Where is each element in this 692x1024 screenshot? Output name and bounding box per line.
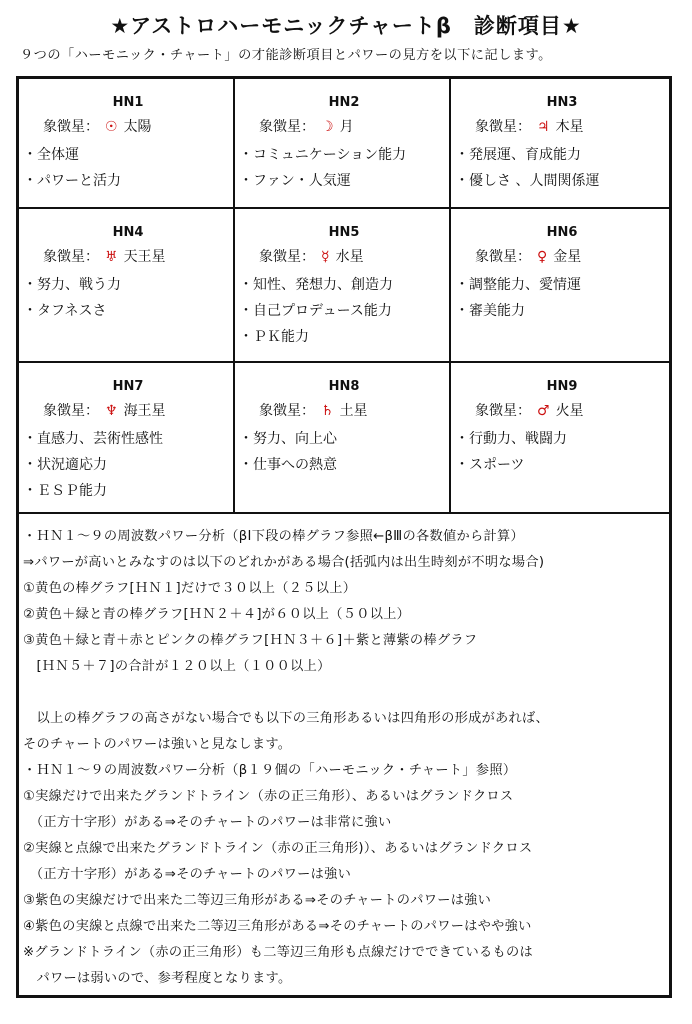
- planet-name: 金星: [553, 249, 582, 265]
- hn-number: HN6: [546, 225, 578, 240]
- ability-item: ・状況適応力: [23, 457, 107, 473]
- hn-number: HN4: [112, 225, 144, 240]
- ability-item: ・行動力、戦闘力: [455, 431, 567, 447]
- note-line: ※グランドトライン（赤の正三角形）も二等辺三角形も点線だけでできているものは: [23, 945, 533, 960]
- ability-item: ・発展運、育成能力: [455, 147, 581, 163]
- neptune-icon: ♆: [105, 403, 118, 419]
- note-line: ①黄色の棒グラフ[ＨＮ１]だけで３０以上（２５以上）: [23, 581, 357, 596]
- page-subtitle: ９つの「ハーモニック・チャート」の才能診断項目とパワーの見方を以下に記します。: [20, 48, 552, 63]
- planet-name: 太陽: [123, 119, 152, 135]
- hn-number: HN2: [328, 95, 360, 110]
- ability-item: ・優しさ 、人間関係運: [455, 173, 600, 189]
- hn-number: HN9: [546, 379, 578, 394]
- page-title: ★アストロハーモニックチャートβ 診断項目★: [110, 14, 582, 38]
- hn-number: HN5: [328, 225, 360, 240]
- planet-name: 天王星: [123, 249, 166, 265]
- planet-name: 木星: [555, 119, 584, 135]
- harmonic-grid: [19, 79, 669, 514]
- symbol-label: 象徴星：: [475, 403, 531, 419]
- symbol-star-line: [239, 246, 449, 266]
- note-line: ⇒パワーが高いとみなすのは以下のどれかがある場合(括弧内は出生時刻が不明な場合): [23, 555, 545, 570]
- ability-item: ・直感力、芸術性感性: [23, 431, 163, 447]
- jupiter-icon: ♃: [537, 119, 550, 135]
- note-line: ①実線だけで出来たグランドトライン（赤の正三角形）、あるいはグランドクロス: [23, 789, 514, 804]
- ability-item: ・調整能力、愛情運: [455, 277, 581, 293]
- spacer: [23, 680, 665, 706]
- symbol-label: 象徴星：: [43, 249, 99, 265]
- symbol-label: 象徴星：: [43, 119, 99, 135]
- hn-cell: [451, 363, 669, 514]
- symbol-star-line: [23, 116, 233, 136]
- sun-icon: ☉: [105, 119, 118, 135]
- ability-item: ・努力、向上心: [239, 431, 337, 447]
- power-analysis-notes: [19, 514, 669, 992]
- ability-item: ・タフネスさ: [23, 303, 107, 319]
- note-line: そのチャートのパワーは強いと見なします。: [23, 737, 292, 752]
- hn-cell: [19, 363, 235, 514]
- ability-item: ・全体運: [23, 147, 79, 163]
- symbol-star-line: [455, 246, 669, 266]
- note-line: （正方十字形）がある⇒そのチャートのパワーは強い: [23, 867, 352, 882]
- symbol-star-line: [23, 246, 233, 266]
- ability-item: ・ＥＳＰ能力: [23, 483, 107, 499]
- hn-cell: [451, 79, 669, 209]
- note-line: （正方十字形）がある⇒そのチャートのパワーは非常に強い: [23, 815, 392, 830]
- content-frame: [16, 76, 672, 998]
- planet-name: 火星: [555, 403, 584, 419]
- note-line: ②実線と点線で出来たグランドトライン（赤の正三角形)）、あるいはグランドクロス: [23, 841, 533, 856]
- hn-number: HN8: [328, 379, 360, 394]
- hn-cell: [235, 209, 451, 363]
- note-line: パワーは弱いので、参考程度となります。: [23, 971, 292, 986]
- symbol-label: 象徴星：: [475, 119, 531, 135]
- mercury-icon: ☿: [321, 249, 330, 265]
- note-line: ・ＨＮ１～９の周波数パワー分析（βⅠ下段の棒グラフ参照←βⅢの各数値から計算）: [23, 529, 524, 544]
- ability-item: ・ＰＫ能力: [239, 329, 309, 345]
- hn-cell: [235, 79, 451, 209]
- hn-number: HN1: [112, 95, 144, 110]
- note-line: ④紫色の実線と点線で出来た二等辺三角形がある⇒そのチャートのパワーはやや強い: [23, 919, 532, 934]
- saturn-icon: ♄: [321, 403, 334, 419]
- hn-cell: [19, 79, 235, 209]
- symbol-label: 象徴星：: [43, 403, 99, 419]
- moon-icon: ☽: [321, 119, 334, 135]
- note-line: ②黄色＋緑と青の棒グラフ[ＨＮ２＋４]が６０以上（５０以上）: [23, 607, 411, 622]
- symbol-label: 象徴星：: [259, 119, 315, 135]
- ability-item: ・努力、戦う力: [23, 277, 121, 293]
- hn-cell: [235, 363, 451, 514]
- hn-cell: [19, 209, 235, 363]
- note-line: [ＨＮ５＋７]の合計が１２０以上（１００以上）: [23, 659, 331, 674]
- ability-item: ・審美能力: [455, 303, 525, 319]
- ability-item: ・コミュニケーション能力: [239, 147, 407, 163]
- symbol-label: 象徴星：: [475, 249, 531, 265]
- planet-name: 水星: [335, 249, 364, 265]
- venus-icon: ♀: [537, 249, 548, 265]
- mars-icon: ♂: [537, 403, 550, 419]
- hn-number: HN3: [546, 95, 578, 110]
- ability-item: ・仕事への熱意: [239, 457, 337, 473]
- planet-name: 土星: [339, 403, 368, 419]
- symbol-star-line: [455, 116, 669, 136]
- planet-name: 月: [339, 119, 354, 135]
- uranus-icon: ♅: [105, 249, 118, 265]
- symbol-star-line: [455, 400, 669, 420]
- symbol-star-line: [239, 116, 449, 136]
- note-line: ③紫色の実線だけで出来た二等辺三角形がある⇒そのチャートのパワーは強い: [23, 893, 492, 908]
- note-line: ③黄色＋緑と青＋赤とピンクの棒グラフ[ＨＮ３＋６]＋紫と薄紫の棒グラフ: [23, 633, 478, 648]
- symbol-star-line: [23, 400, 233, 420]
- ability-item: ・知性、発想力、創造力: [239, 277, 393, 293]
- planet-name: 海王星: [123, 403, 166, 419]
- symbol-label: 象徴星：: [259, 249, 315, 265]
- ability-item: ・パワーと活力: [23, 173, 121, 189]
- ability-item: ・ファン・人気運: [239, 173, 351, 189]
- ability-item: ・スポーツ: [455, 457, 525, 473]
- symbol-star-line: [239, 400, 449, 420]
- hn-cell: [451, 209, 669, 363]
- ability-item: ・自己プロデュース能力: [239, 303, 392, 319]
- hn-number: HN7: [112, 379, 144, 394]
- symbol-label: 象徴星：: [259, 403, 315, 419]
- note-line: ・ＨＮ１～９の周波数パワー分析（β１９個の「ハーモニック・チャート」参照）: [23, 763, 517, 778]
- note-line: 以上の棒グラフの高さがない場合でも以下の三角形あるいは四角形の形成があれば、: [23, 711, 550, 726]
